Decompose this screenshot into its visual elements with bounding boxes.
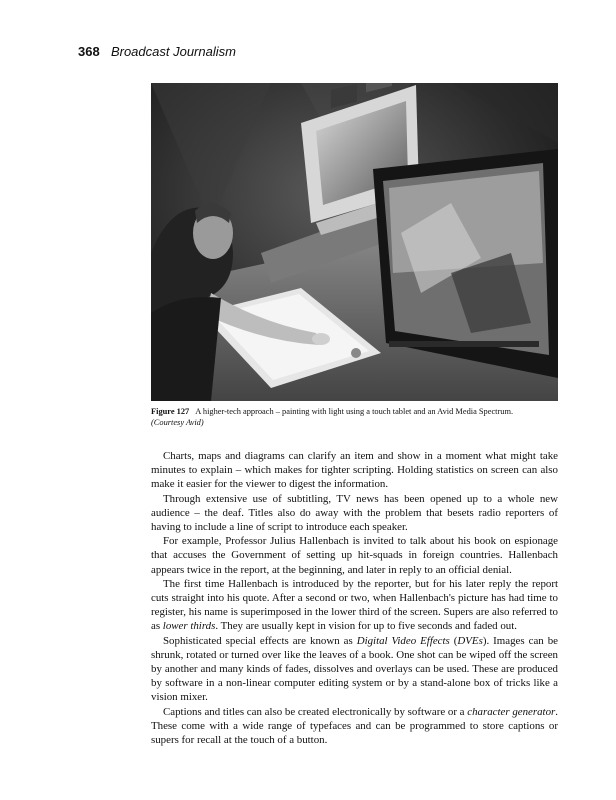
- running-header: [78, 44, 236, 60]
- paragraph-5: Sophisticated special effects are known as Digital Video Effects (DVEs). Images can be shrunk, rotated or turned over like the leaves of a book. One shot can be wiped off the screen by another and many kinds of fades, dissolves and overlays can be used. These are produced by software in a non-linear computer editing system or by a stand-alone box of tricks like a vision mixer.: [151, 634, 558, 704]
- running-title: Broadcast Journalism: [110, 44, 236, 59]
- front-monitor: [373, 149, 558, 378]
- paragraph-4: The first time Hallenbach is introduced by the reporter, but for his later reply the report cuts straight into his quote. After a second or two, when Hallenbach's picture has had time to register, his name is superimposed in the lower third of the screen. Supers are also referred to as lower thirds. They are usually kept in vision for up to five seconds and faded out.: [151, 577, 558, 633]
- caption-credit: (Courtesy Avid): [151, 418, 204, 427]
- figure-photo: [151, 83, 558, 401]
- paragraph-1: Charts, maps and diagrams can clarify an item and show in a moment what might take minutes to explain – which makes for tighter scripting. Holding statistics on screen can also make it easier for the viewer to digest the information.: [151, 450, 558, 491]
- figure-label: Figure 127: [151, 407, 190, 416]
- paragraph-3: For example, Professor Julius Hallenbach is invited to talk about his book on espionage that accuses the Government of setting up hit-squads in foreign countries. Hallenbach appears twice in the report, at the beginning, and later in reply to an official denial.: [151, 535, 558, 576]
- caption-text: A higher-tech approach – painting with light using a touch tablet and an Avid Media Spectrum.: [195, 407, 514, 416]
- paragraph-6: Captions and titles can also be created electronically by software or a character generator. These come with a wide range of typefaces and can be programmed to store captions or supers for recall at the touch of a button.: [151, 705, 559, 747]
- figure-caption: [151, 406, 558, 428]
- body-text: [151, 449, 558, 747]
- page-number: 368: [78, 44, 100, 59]
- paragraph-2: Through extensive use of subtitling, TV news has been opened up to a whole new audience – the deaf. Titles also do away with the problem that besets radio reporters of having to include a line of script to introduce each speaker.: [151, 492, 558, 534]
- editing-suite-photo: [151, 83, 558, 401]
